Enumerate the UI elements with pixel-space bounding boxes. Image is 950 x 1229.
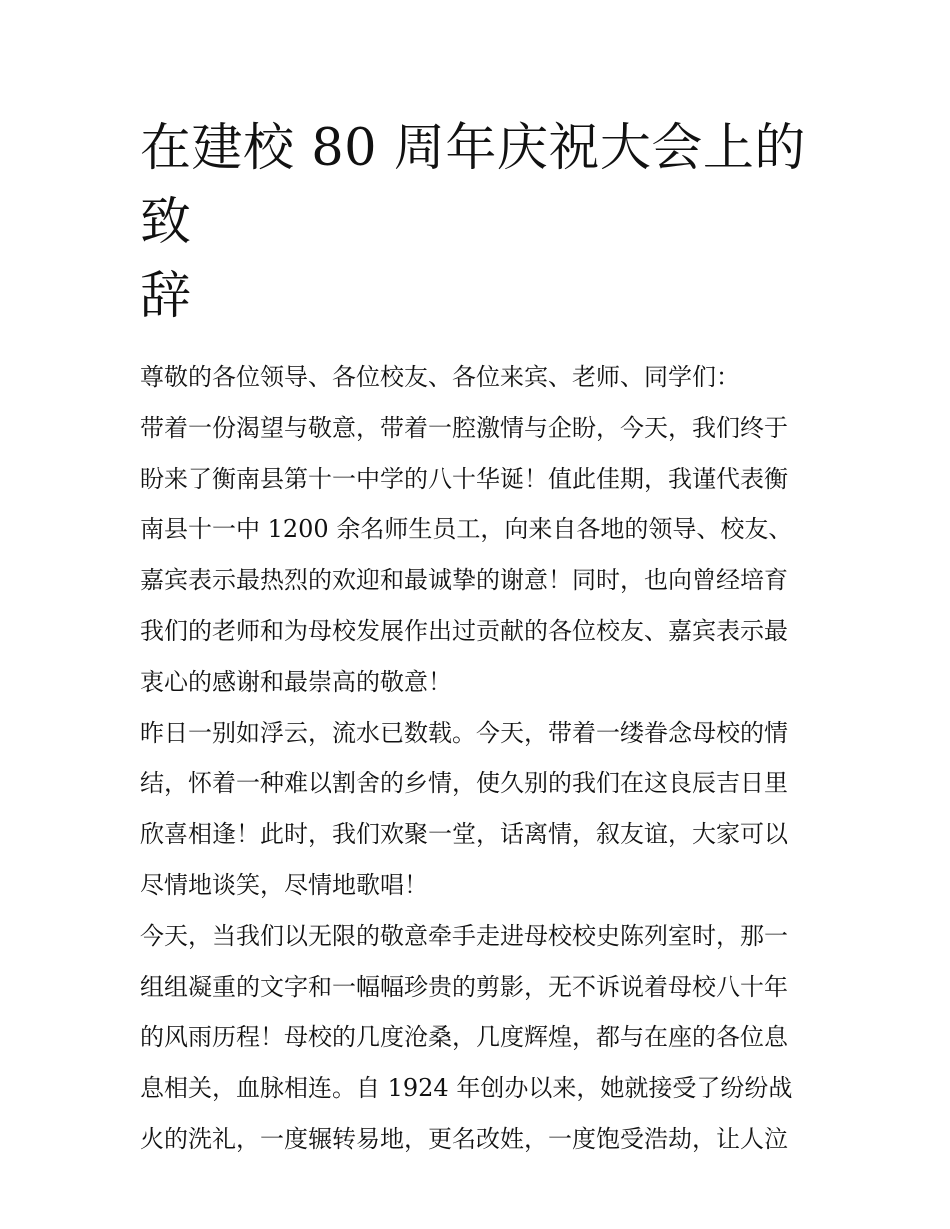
document-title <box>140 112 812 334</box>
text-line: 火的洗礼，一度辗转易地，更名改姓，一度饱受浩劫，让人泣 <box>140 1124 788 1153</box>
document-page <box>140 112 812 1165</box>
text-line: 盼来了衡南县第十一中学的八十华诞！值此佳期，我谨代表衡 <box>140 464 788 493</box>
text-line: 衷心的感谢和最崇高的敬意！ <box>140 667 452 696</box>
text-line: 嘉宾表示最热烈的欢迎和最诚挚的谢意！同时，也向曾经培育 <box>140 566 788 595</box>
document-body <box>140 352 812 1165</box>
text-line: 的风雨历程！母校的几度沧桑，几度辉煌，都与在座的各位息 <box>140 1023 788 1052</box>
text-line: 息相关，血脉相连。自 1924 年创办以来，她就接受了纷纷战 <box>140 1074 793 1103</box>
text-line: 尽情地谈笑，尽情地歌唱！ <box>140 870 428 899</box>
title-line: 辞 <box>140 267 192 326</box>
text-line: 结，怀着一种难以割舍的乡情，使久别的我们在这良辰吉日里 <box>140 769 788 798</box>
text-line: 带着一份渴望与敬意，带着一腔激情与企盼，今天，我们终于 <box>140 413 788 442</box>
title-line: 在建校 80 周年庆祝大会上的致 <box>140 119 806 252</box>
text-line: 欣喜相逢！此时，我们欢聚一堂，话离情，叙友谊，大家可以 <box>140 820 788 849</box>
salutation-line: 尊敬的各位领导、各位校友、各位来宾、老师、同学们： <box>140 363 740 391</box>
text-line: 组组凝重的文字和一幅幅珍贵的剪影，无不诉说着母校八十年 <box>140 972 788 1001</box>
text-line: 我们的老师和为母校发展作出过贡献的各位校友、嘉宾表示最 <box>140 616 788 645</box>
text-line: 昨日一别如浮云，流水已数载。今天，带着一缕眷念母校的情 <box>140 718 788 747</box>
text-line: 南县十一中 1200 余名师生员工，向来自各地的领导、校友、 <box>140 515 793 544</box>
text-line: 今天，当我们以无限的敬意牵手走进母校校史陈列室时，那一 <box>140 921 788 950</box>
